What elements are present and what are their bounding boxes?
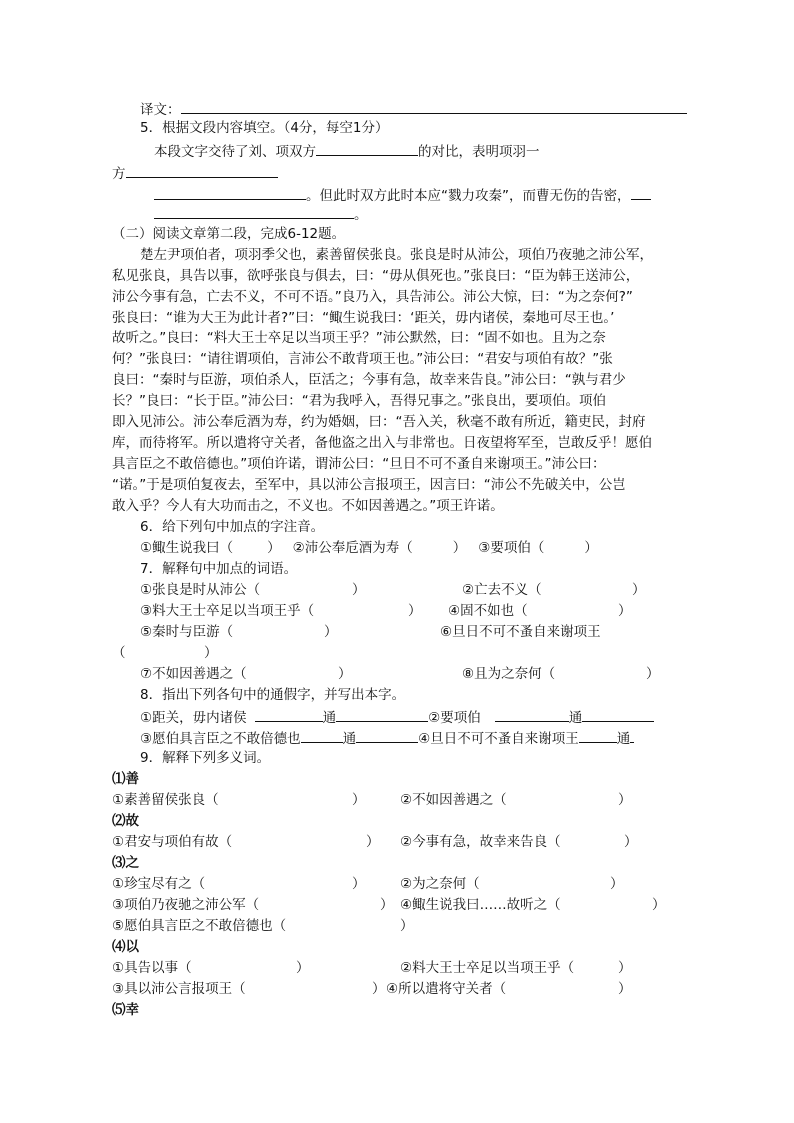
q9-close: ） (296, 960, 310, 976)
q9-item: ②为之奈何（ (400, 876, 480, 892)
passage-line: 张良曰：“谁为大王为此计者?”曰：“鲰生说我曰：‘距关，毋内诸侯，秦地可尽王也。’ (112, 310, 615, 326)
passage-line: 具言臣之不敢倍德也。”项伯许诺，谓沛公曰：“旦日不可不蚤自来谢项王。”沛公曰： (112, 456, 606, 472)
q8-blank[interactable] (336, 706, 428, 722)
q7-close: ） (632, 582, 646, 598)
q7-item-6-paren: （ (112, 645, 126, 661)
q8-blank[interactable] (255, 706, 323, 722)
q7-close: ） (204, 645, 218, 661)
q9-title: 9．解释下列多义词。 (140, 750, 271, 766)
passage-line: 即入见沛公。沛公奉卮酒为寿，约为婚姻，曰：“吾入关，秋毫不敢有所近，籍吏民，封府 (112, 414, 646, 430)
q7-item-2: ②亡去不义（ (462, 582, 542, 598)
q7-close: ） (324, 624, 338, 640)
q8-blank[interactable] (301, 727, 343, 743)
q9-item: ②料大王士卒足以当项王乎（ (400, 960, 575, 976)
q7-item-7: ⑦不如因善遇之（ (140, 666, 247, 682)
passage-line: 何？”张良曰：“请往谓项伯，言沛公不敢背项王也。”沛公曰：“君安与项伯有故？”张 (112, 351, 613, 367)
passage-line: “诺。”于是项伯复夜去，至军中，具以沛公言报项王，因言曰：“沛公不先破关中，公岂 (112, 477, 626, 493)
q7-close: ） (618, 603, 632, 619)
q7-item-1: ①张良是时从沛公（ (140, 582, 261, 598)
q7-item-3: ③料大王士卒足以当项王乎（ (140, 603, 315, 619)
q8-row-2: ③愿伯具言臣之不敢倍德也 通 ④旦日不可不蚤自来谢项王 通 (140, 727, 634, 747)
q9-item: ③项伯乃夜驰之沛公军（ (112, 897, 260, 913)
q8-blank[interactable] (356, 727, 418, 743)
q9-close: ） (352, 792, 366, 808)
q7-close: ） (352, 582, 366, 598)
q7-item-8: ⑧且为之奈何（ (462, 666, 556, 682)
passage-line: 沛公今事有急，亡去不义，不可不语。”良乃入，具告沛公。沛公大惊，曰：“为之奈何?” (112, 289, 633, 305)
q5-line3: 。但此时双方此时本应“戮力攻秦”，而曹无伤的告密， (154, 184, 651, 204)
q7-close: ） (646, 666, 660, 682)
q5-blank-4a[interactable] (631, 184, 651, 200)
section-heading: （二）阅读文章第二段，完成6-12题。 (112, 226, 346, 242)
passage-line: 库，而待将军。所以遣将守关者，备他盗之出入与非常也。日夜望将军至，岂敢反乎！愿伯 (112, 435, 652, 451)
translation-line (140, 98, 687, 118)
q7-title: 7．解释句中加点的词语。 (140, 561, 298, 577)
passage-line: 楚左尹项伯者，项羽季父也，素善留侯张良。张良是时从沛公，项伯乃夜驰之沛公军， (140, 247, 653, 263)
q5-blank-3[interactable] (154, 184, 306, 200)
q5-blank-4b[interactable] (154, 203, 354, 219)
q5-blank-1[interactable] (316, 140, 418, 156)
q9-item: ④鲰生说我曰……故听之（ (400, 897, 561, 913)
q5-line1: 本段文字交待了刘、项双方 的对比，表明项羽一 (154, 140, 540, 160)
q5-blank-2[interactable] (126, 162, 278, 178)
q9-close: ） (372, 981, 386, 997)
q9-close: ） (618, 960, 632, 976)
q9-item: ①君安与项伯有故（ (112, 834, 233, 850)
q8-row-1: ①距关，毋内诸侯 通 ②要项伯 通 (140, 706, 654, 726)
q6-title: 6．给下列句中加点的字注音。 (140, 519, 325, 535)
q9-item: ⑤愿伯具言臣之不敢倍德也（ (112, 918, 287, 934)
q9-item: ②不如因善遇之（ (400, 792, 507, 808)
q9-item: ④所以遣将守关者（ (386, 981, 507, 997)
q9-close: ） (352, 876, 366, 892)
q9-close: ） (380, 897, 394, 913)
q8-blank[interactable] (630, 727, 634, 743)
q9-word-xing: ⑸幸 (112, 1002, 139, 1018)
q9-word-yi: ⑷以 (112, 939, 139, 955)
passage-line: 私见张良，具告以事，欲呼张良与俱去，曰：“毋从俱死也。”张良曰：“臣为韩王送沛公， (112, 268, 640, 284)
q9-close: ） (652, 897, 666, 913)
q8-blank[interactable] (579, 727, 617, 743)
q9-item: ③具以沛公言报项王（ (112, 981, 246, 997)
q9-close: ） (610, 876, 624, 892)
q8-blank[interactable] (582, 706, 654, 722)
q6-items: ①鲰生说我曰（ ） ②沛公奉卮酒为寿（ ） ③要项伯（ ） (140, 540, 598, 556)
q9-word-gu: ⑵故 (112, 813, 139, 829)
q9-word-zhi: ⑶之 (112, 855, 139, 871)
translation-blank[interactable] (181, 98, 687, 114)
passage-line: 敢入乎？今人有大功而击之，不义也。不如因善遇之。”项王许诺。 (112, 498, 504, 514)
q9-close: ） (618, 981, 632, 997)
q8-blank[interactable] (495, 706, 569, 722)
q7-close: ） (408, 603, 422, 619)
passage-line: 故听之。”良曰：“料大王士卒足以当项王乎？”沛公默然，曰：“固不如也。且为之奈 (112, 330, 606, 346)
q9-item: ①具告以事（ (112, 960, 192, 976)
q5-line2: 方 (112, 162, 278, 182)
q9-close: ） (400, 918, 414, 934)
q7-item-5: ⑤秦时与臣游（ (140, 624, 234, 640)
q8-title: 8．指出下列各句中的通假字，并写出本字。 (140, 687, 406, 703)
q7-item-6: ⑥旦日不可不蚤自来谢项王 (440, 624, 601, 640)
q9-item: ②今事有急，故幸来告良（ (400, 834, 561, 850)
q9-close: ） (618, 792, 632, 808)
passage-line: 长？”良曰：“长于臣。”沛公曰：“君为我呼入，吾得兄事之。”张良出，要项伯。项伯 (112, 393, 606, 409)
q7-close: ） (338, 666, 352, 682)
q9-close: ） (366, 834, 380, 850)
q9-item: ①素善留侯张良（ (112, 792, 219, 808)
q5-title: 5．根据文段内容填空。（4分，每空1分） (140, 120, 389, 136)
passage-line: 良曰：“秦时与臣游，项伯杀人，臣活之；今事有急，故幸来告良。”沛公曰：“孰与君少 (112, 372, 626, 388)
q9-word-shan: ⑴善 (112, 771, 139, 787)
translation-label: 译文： (140, 102, 181, 118)
q9-close: ） (624, 834, 638, 850)
q5-line4: 。 (154, 203, 368, 223)
q9-item: ①珍宝尽有之（ (112, 876, 206, 892)
q7-item-4: ④固不如也（ (448, 603, 528, 619)
